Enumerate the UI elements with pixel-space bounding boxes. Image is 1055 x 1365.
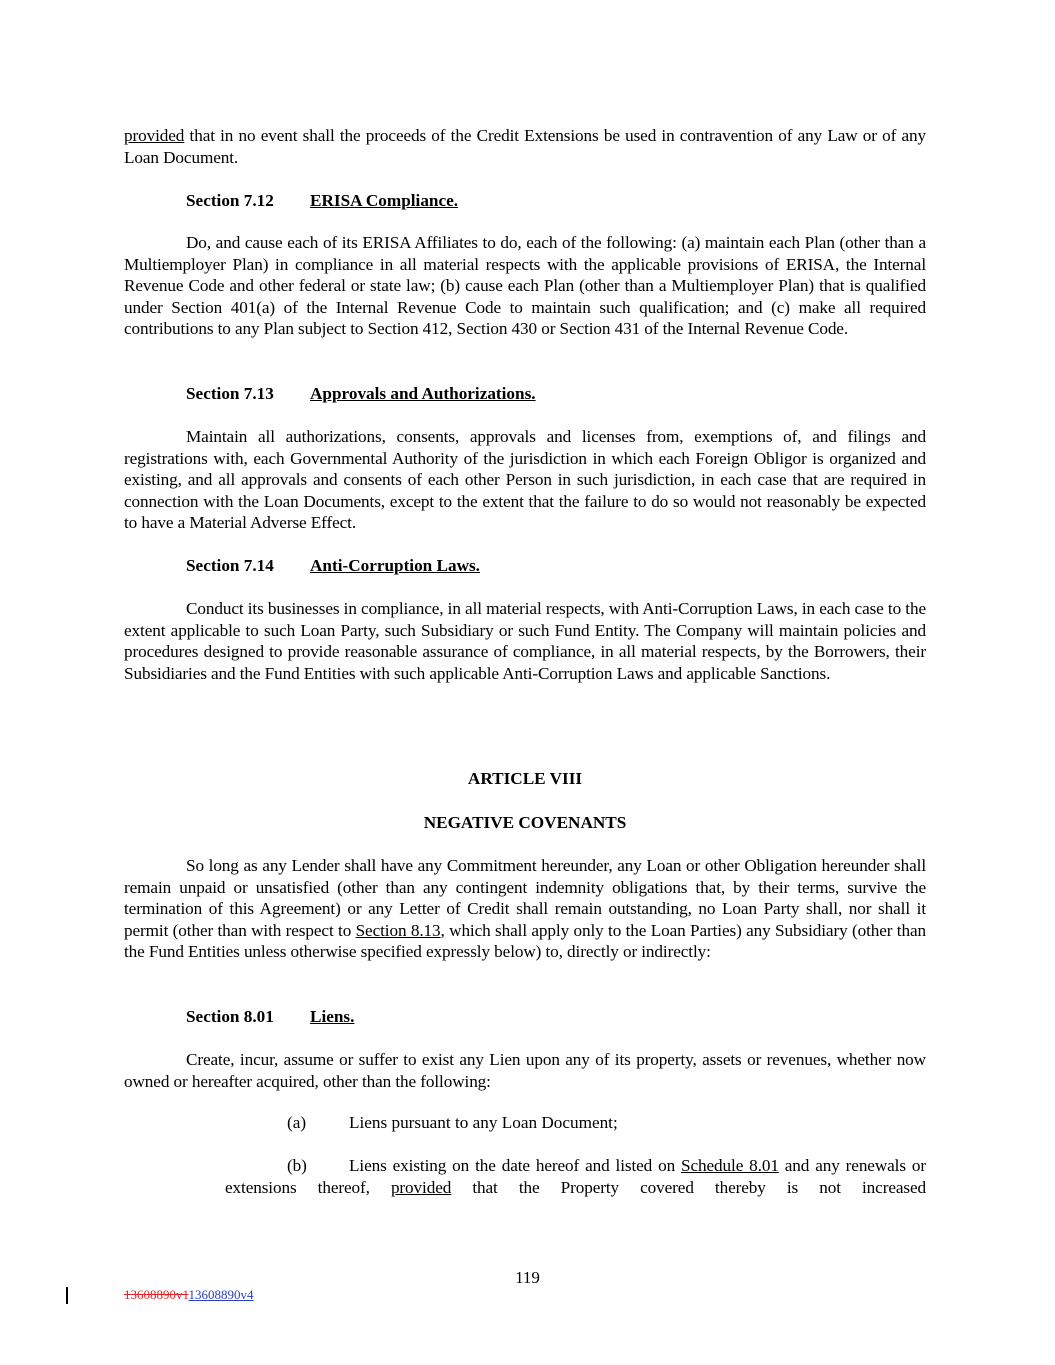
section-number: Section 7.13 [186,384,274,403]
list-item-b [225,1155,926,1198]
section-title: Liens. [310,1007,355,1026]
section-heading-7-12 [186,190,458,212]
provided-term: provided [124,126,185,145]
list-item-label: (a) [287,1113,307,1132]
article-intro-paragraph [124,855,926,963]
list-item-text: Liens existing on the date hereof and listed on [349,1156,682,1175]
section-8-01-body [124,1049,926,1092]
change-bar [66,1287,68,1304]
intro-text: that in no event shall the proceeds of the Credit Extensions be used in contravention of any Law or of any Loan Document. [124,126,926,167]
article-intro-text-cont: , which shall apply only to the Loan Parties) any Subsidiary (other than the Fund Entities unless otherwise specified expressly below) to, directly or indirectly: [124,920,926,962]
section-number: Section 8.01 [186,1007,274,1026]
list-item-a [287,1112,618,1134]
document-id [124,1287,254,1303]
section-heading-8-01 [186,1006,354,1028]
section-7-13-body [124,426,926,534]
section-7-14-body [124,598,926,684]
article-heading: ARTICLE VIII [467,769,583,788]
article-intro-text: So long as any Lender shall have any Commitment hereunder, any Loan or other Obligation hereunder shall remain unpaid or unsatisfied (other than any contingent indemnity obligations that, by their terms, survive the termination of this Agreement) or any Letter of Credit shall remain outstanding, no Loan Party shall, nor shall it permit (other than with respect to [124,856,926,940]
section-heading-7-14 [186,555,480,577]
section-body-text: Maintain all authorizations, consents, approvals and licenses from, exemptions of, and filings and registrations with, each Governmental Authority of the jurisdiction in which each Foreign Obligor is organized and existing, and all approvals and consents of each other Person in such jurisdiction, in each case that are required in connection with the Loan Documents, except to the extent that the failure to do so would not reasonably be expected to have a Material Adverse Effect. [124,427,926,533]
list-item-text-end: that the Property covered thereby is not increased [451,1177,926,1197]
section-body-text: Create, incur, assume or suffer to exist any Lien upon any of its property, assets or revenues, whether now owned or hereafter acquired, other than the following: [124,1050,926,1091]
section-number: Section 7.14 [186,556,274,575]
section-title: Anti-Corruption Laws. [310,556,480,575]
deleted-doc-id: 13608890v1 [124,1287,189,1302]
provided-term: provided [390,1177,452,1197]
article-subheading: NEGATIVE COVENANTS [423,813,627,832]
page-number: 119 [515,1268,540,1287]
list-item-text: Liens pursuant to any Loan Document; [349,1113,618,1132]
section-body-text: Conduct its businesses in compliance, in all material respects, with Anti-Corruption Laws, in each case to the extent applicable to such Loan Party, such Subsidiary or such Fund Entity. The Company will maintain policies and procedures designed to provide reasonable assurance of compliance, in all material respects, by the Borrowers, their Subsidiaries and the Fund Entities with such applicable Anti-Corruption Laws and applicable Sanctions. [124,599,926,683]
list-item-text-mid: and any renewals or extensions thereof, [225,1156,926,1197]
intro-paragraph [124,125,926,168]
schedule-8-01-reference: Schedule 8.01 [681,1156,779,1175]
section-body-text: Do, and cause each of its ERISA Affiliates to do, each of the following: (a) maintain each Plan (other than a Multiemployer Plan) in compliance in all material respects with the applicable provisions of ERISA, the Internal Revenue Code and other federal or state law; (b) cause each Plan (other than a Multiemployer Plan) that is qualified under Section 401(a) of the Internal Revenue Code to maintain such qualification; and (c) make all required contributions to any Plan subject to Section 412, Section 430 or Section 431 of the Internal Revenue Code. [124,233,926,339]
inserted-doc-id: 13608890v4 [188,1287,254,1302]
section-7-12-body [124,232,926,340]
section-8-13-reference: Section 8.13 [355,920,441,940]
list-item-label: (b) [287,1156,307,1175]
section-title: Approvals and Authorizations. [310,384,536,403]
section-number: Section 7.12 [186,191,274,210]
section-heading-7-13 [186,383,536,405]
section-title: ERISA Compliance. [310,191,459,210]
